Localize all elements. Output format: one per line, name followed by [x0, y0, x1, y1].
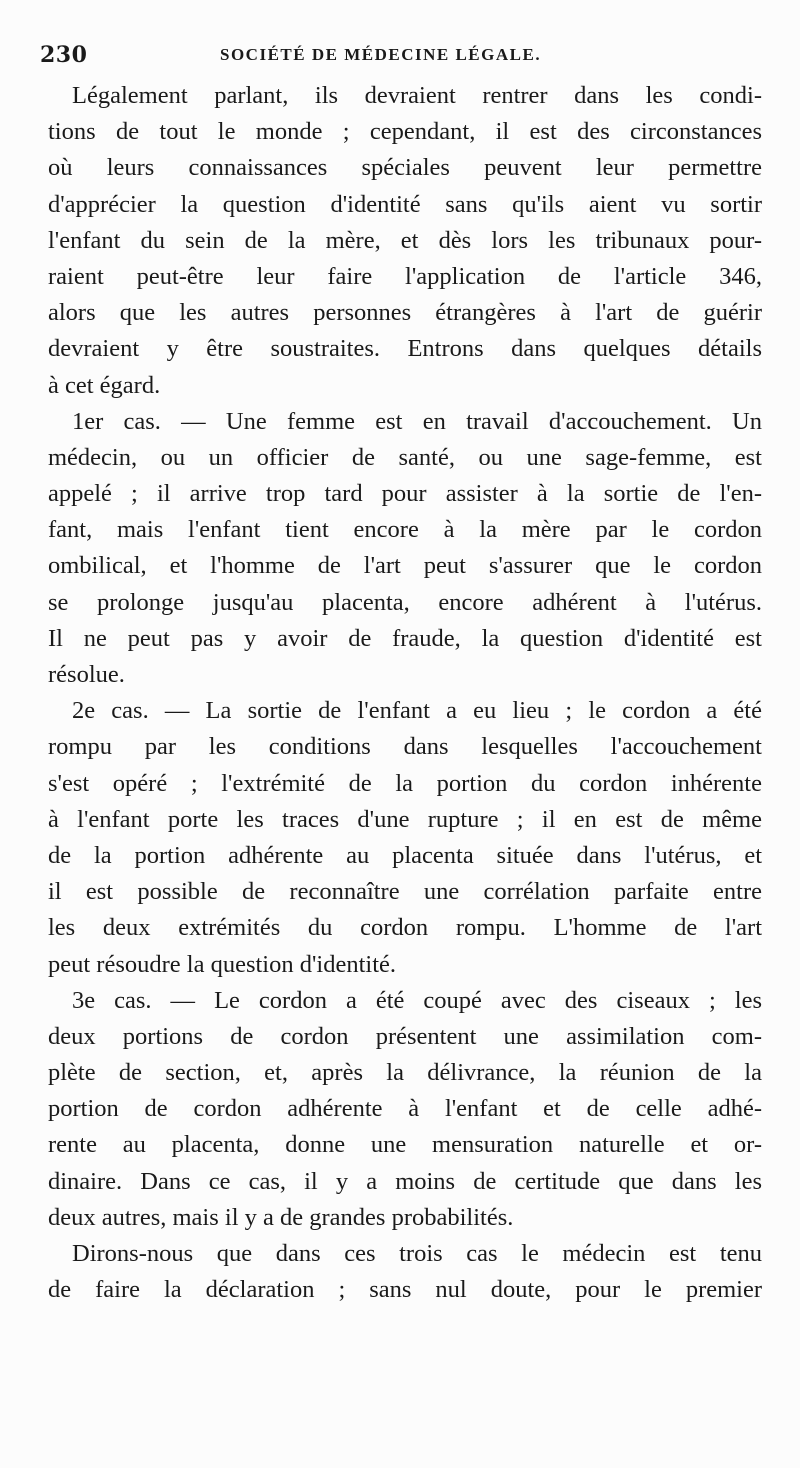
- text-line: portion de cordon adhérente à l'enfant et de celle adhé-: [48, 1095, 762, 1123]
- text-line: Légalement parlant, ils devraient rentrer dans les condi-: [72, 82, 762, 109]
- text-line: 1er cas. — Une femme est en travail d'accouchement. Un: [72, 407, 762, 435]
- page-header: [40, 42, 760, 68]
- text-line: deux autres, mais il y a de grandes probabilités.: [48, 1203, 514, 1231]
- paragraph-2: [48, 404, 762, 694]
- text-line: tions de tout le monde ; cependant, il est des circonstances: [48, 118, 762, 146]
- text-line: de faire la déclaration ; sans nul doute, pour le premier: [48, 1276, 762, 1304]
- text-line: à cet égard.: [48, 371, 161, 399]
- text-line: à l'enfant porte les traces d'une rupture ; il en est de même: [48, 805, 762, 833]
- text-line: fant, mais l'enfant tient encore à la mère par le cordon: [48, 516, 762, 544]
- text-line: s'est opéré ; l'extrémité de la portion du cordon inhérente: [48, 769, 762, 797]
- text-line: peut résoudre la question d'identité.: [48, 950, 397, 978]
- text-line: se prolonge jusqu'au placenta, encore adhérent à l'utérus.: [48, 588, 762, 616]
- text-line: 2e cas. — La sortie de l'enfant a eu lieu ; le cordon a été: [72, 697, 762, 725]
- running-head: SOCIÉTÉ DE MÉDECINE LÉGALE.: [220, 45, 542, 64]
- page-number: 230: [40, 42, 88, 68]
- text-line: 3e cas. — Le cordon a été coupé avec des ciseaux ; les: [72, 986, 762, 1014]
- body-text: [48, 78, 762, 1308]
- paragraph-3: [48, 693, 762, 983]
- text-line: deux portions de cordon présentent une assimilation com-: [48, 1022, 762, 1050]
- text-line: raient peut-être leur faire l'application de l'article 346,: [48, 262, 762, 290]
- text-line: médecin, ou un officier de santé, ou une sage-femme, est: [48, 443, 762, 471]
- paragraph-5: [48, 1236, 762, 1308]
- text-line: rente au placenta, donne une mensuration naturelle et or-: [48, 1131, 762, 1159]
- text-line: plète de section, et, après la délivrance, la réunion de la: [48, 1059, 762, 1087]
- text-line: ombilical, et l'homme de l'art peut s'assurer que le cordon: [48, 552, 762, 580]
- text-line: dinaire. Dans ce cas, il y a moins de certitude que dans les: [48, 1167, 762, 1195]
- text-line: résolue.: [48, 661, 125, 688]
- text-line: l'enfant du sein de la mère, et dès lors les tribunaux pour-: [48, 226, 762, 254]
- text-line: les deux extrémités du cordon rompu. L'homme de l'art: [48, 914, 762, 942]
- text-line: rompu par les conditions dans lesquelles l'accouchement: [48, 733, 762, 761]
- paragraph-1: [48, 78, 762, 404]
- text-line: il est possible de reconnaître une corrélation parfaite entre: [48, 878, 762, 906]
- text-line: appelé ; il arrive trop tard pour assister à la sortie de l'en-: [48, 480, 762, 508]
- text-line: devraient y être soustraites. Entrons dans quelques détails: [48, 335, 762, 363]
- text-line: alors que les autres personnes étrangères à l'art de guérir: [48, 299, 762, 327]
- paragraph-4: [48, 983, 762, 1236]
- text-line: Il ne peut pas y avoir de fraude, la question d'identité est: [48, 624, 762, 652]
- text-line: où leurs connaissances spéciales peuvent leur permettre: [48, 154, 762, 182]
- text-line: de la portion adhérente au placenta située dans l'utérus, et: [48, 841, 762, 869]
- text-line: Dirons-nous que dans ces trois cas le médecin est tenu: [72, 1240, 762, 1267]
- text-line: d'apprécier la question d'identité sans qu'ils aient vu sortir: [48, 190, 762, 218]
